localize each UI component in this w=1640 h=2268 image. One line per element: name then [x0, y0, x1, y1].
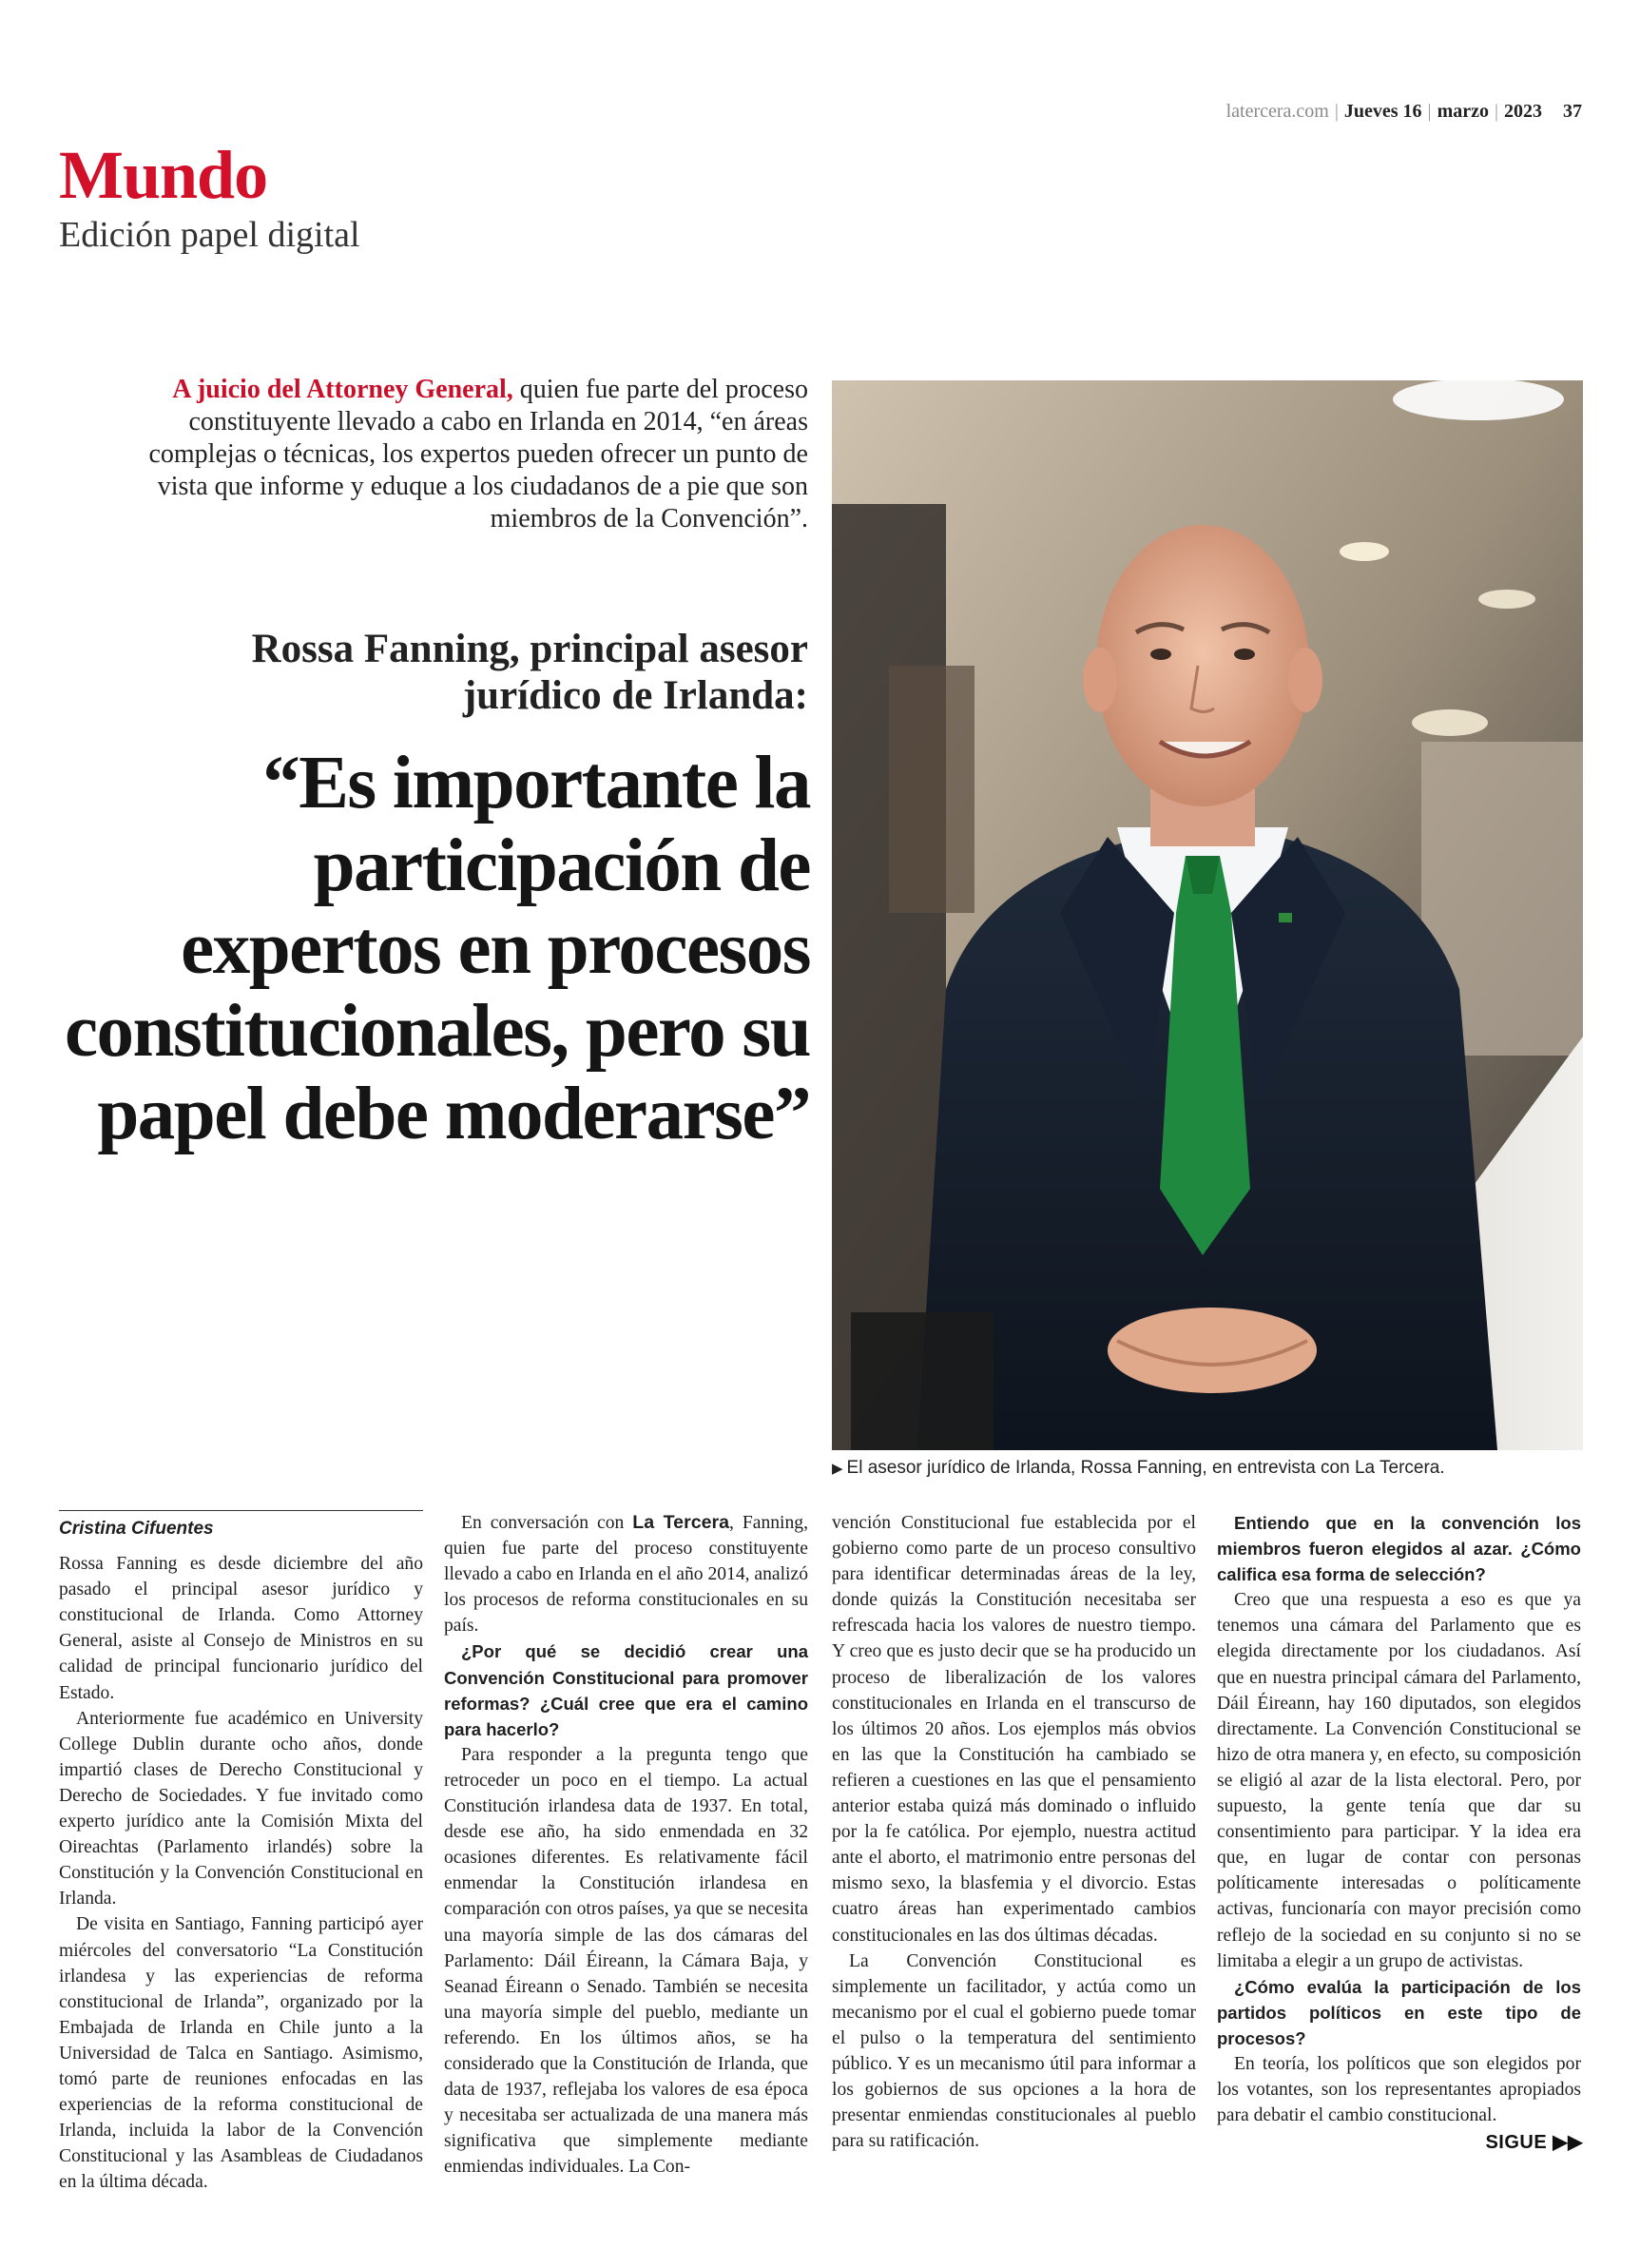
intro-lead: A juicio del Attorney General, [172, 375, 513, 404]
site-url[interactable]: latercera.com [1225, 101, 1329, 122]
column-2 [444, 1510, 808, 2180]
portrait-illustration [832, 380, 1583, 1450]
paragraph: Rossa Fanning es desde diciembre del año pasado el principal asesor jurídico y constitucional de Irlanda. Como Attorney General, asiste al Consejo de Ministros en su calidad de principal funcionario jurídico del Estado. [59, 1554, 423, 1703]
paragraph: En conversación con La Tercera, Fanning, quien fue parte del proceso constituyente llevado a cabo en Irlanda en el año 2014, analizó los procesos de reforma constitucionales en su país. [444, 1512, 808, 1637]
headline: “Es importante la participación de expertos en procesos constitucionales, pero su papel debe moderarse” [64, 742, 810, 1155]
paragraph: En teoría, los políticos que son elegidos por los votantes, son los representantes apropiados para debatir el cambio constitucional. [1217, 2053, 1581, 2126]
paragraph: Creo que una respuesta a eso es que ya tenemos una cámara del Parlamento que es elegida directamente por los ciudadanos. Así que en nuestra principal cámara del Parlamento, Dáil Éireann, hay 160 diputados, son elegidos directamente. La Convención Constitucional se hizo de otra manera y, en efecto, su composición se eligió al azar de la lista electoral. Pero, por supuesto, la gente tenía que dar su consentimiento para participar. Y la idea era que, en lugar de contar con personas políticamente interesadas o políticamente activas, funcionaría con mayor precisión como reflejo de la sociedad en su conjunto si no se limitaba a elegir a un grupo de activistas. [1217, 1590, 1581, 1971]
intro-paragraph [105, 374, 808, 535]
article-photo [832, 380, 1583, 1450]
intro-text: quien fue parte del proceso constituyente llevado a cabo en Irlanda en 2014, “en áreas complejas o técnicas, los expertos pueden ofrecer un punto de vista que informe y eduque a los ciudadanos de a pie que son miembros de la Convención”. [148, 375, 808, 533]
interview-question: Entiendo que en la convención los miembros fueron elegidos al azar. ¿Cómo califica esa forma de selección? [1217, 1513, 1581, 1585]
newspaper-name: La Tercera [632, 1512, 730, 1533]
byline: Cristina Cifuentes [59, 1519, 214, 1539]
paragraph: Anteriormente fue académico en University College Dublin durante ocho años, donde impartió clases de Derecho Constitucional y Derecho de Sociedades. Y fue invitado como experto jurídico ante la Comisión Mixta del Oireachtas (Parlamento irlandés) sobre la Constitución y la Convención Constitucional en Irlanda. [59, 1708, 423, 1909]
page-number: 37 [1563, 101, 1582, 122]
paragraph: Para responder a la pregunta tengo que retroceder un poco en el tiempo. La actual Constitución irlandesa data de 1937. En total, desde ese año, ha sido enmendada en 32 ocasiones diferentes. Es relativamente fácil enmendar la Constitución irlandesa en comparación con otros países, ya que se necesita una mayoría simple de las dos cámaras del Parlamento: Dáil Éireann, la Cámara Baja, y Seanad Éireann o Senado. También se necesita una mayoría simple del pueblo, mediante un referendo. En los últimos años, se ha considerado que la Constitución de Irlanda, que data de 1937, reflejaba los valores de esa época y necesitaba ser actualizada de una manera más significativa que simplemente mediante enmiendas individuales. La Con- [444, 1744, 808, 2178]
photo-caption: ▶ El asesor jurídico de Irlanda, Rossa Fanning, en entrevista con La Tercera. [832, 1458, 1445, 1478]
issue-month: marzo [1437, 101, 1489, 122]
interview-question: ¿Cómo evalúa la participación de los partidos políticos en este tipo de procesos? [1217, 1976, 1581, 2048]
kicker: Rossa Fanning, principal asesor jurídico de Irlanda: [251, 627, 808, 718]
interview-question: ¿Por qué se decidió crear una Convención Constitucional para promover reformas? ¿Cuál cree que era el camino para hacerlo? [444, 1641, 808, 1739]
masthead: latercera.com | Jueves 16 | marzo | 2023 37 [1225, 101, 1582, 122]
caption-arrow-icon: ▶ [832, 1461, 843, 1477]
column-1 [59, 1510, 423, 2195]
edition-subtitle: Edición papel digital [59, 215, 360, 255]
section-title: Mundo [59, 137, 268, 213]
issue-day: Jueves 16 [1343, 101, 1422, 122]
paragraph: La Convención Constitucional es simplemente un facilitador, y actúa como un mecanismo por el cual el gobierno puede tomar el pulso o la temperatura del sentimiento público. Y es un mecanismo útil para informar a los gobiernos de sus opciones a la hora de presentar enmiendas constitucionales al pueblo para su ratificación. [832, 1950, 1196, 2152]
column-4 [1217, 1510, 1581, 2128]
paragraph: De visita en Santiago, Fanning participó ayer miércoles del conversatorio “La Constitución irlandesa y las experiencias de reforma constitucional de Irlanda”, organizado por la Embajada de Irlanda en Chile junto a la Universidad de Talca en Santiago. Asimismo, tomó parte de reuniones enfocadas en las experiencias de la reforma constitucional de Irlanda, incluida la labor de la Convención Constitucional y las Asambleas de Ciudadanos en la última década. [59, 1914, 423, 2193]
continue-label[interactable]: SIGUE ▶▶ [1485, 2132, 1583, 2153]
column-3 [832, 1510, 1196, 2154]
paragraph: vención Constitucional fue establecida por el gobierno como parte de un proceso consultivo para identificar determinadas áreas de la ley, donde quizás la Constitución necesitaba ser refrescada hacia los valores de nuestro tiempo. Y creo que es justo decir que se ha producido un proceso de liberalización de los valores constitucionales en Irlanda en el transcurso de los últimos 20 años. Los ejemplos más obvios en las que la Constitución ha cambiado se refieren a cuestiones en las que el pensamiento anterior estaba quizá más dominado o influido por la fe católica. Por ejemplo, nuestra actitud ante el aborto, el matrimonio entre personas del mismo sexo, la blasfemia y el divorcio. Estas cuatro áreas han experimentado cambios constitucionales en las dos últimas décadas. [832, 1513, 1196, 1946]
issue-year: 2023 [1504, 101, 1542, 122]
